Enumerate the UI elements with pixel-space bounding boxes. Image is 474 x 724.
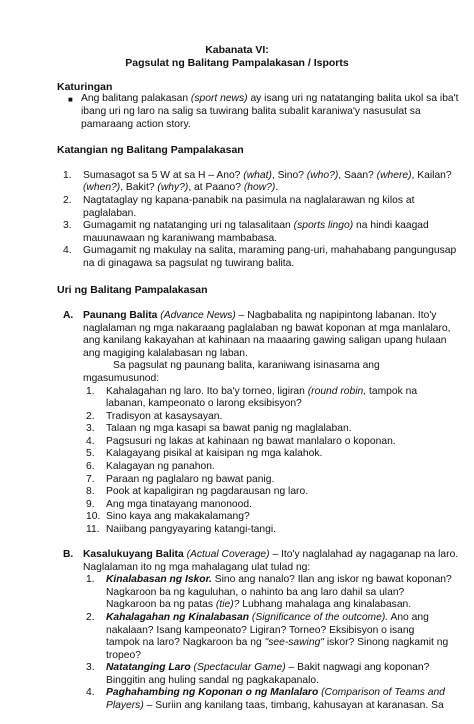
list-item-continuation: Binggitin ang huling sandal ng pagkakapanalo. [106,674,319,686]
list-item: Tradisyon at kasaysayan. [106,410,223,422]
list-number: 4. [86,687,95,699]
list-number: 9. [86,498,95,510]
list-number: 1. [86,574,95,586]
list-item: Sino kaya ang makakalamang? [106,511,250,523]
list-item-continuation: Nagkaroon ba ng patas (tie)? Lubhang mahalaga ang kinalabasan. [106,599,412,611]
list-item-continuation: tropeo? [106,649,141,661]
list-item: Pook at kapaligiran ng pagdarausan ng laro. [106,486,309,498]
section-heading-uri: Uri ng Balitang Pampalakasan [57,283,208,296]
paragraph-line: ang kanilang kakayahan at kahinaan na maaaring gawing saligan upang hulaan [83,335,447,347]
list-number: 7. [86,473,95,485]
subsection-a-title: Paunang Balita (Advance News) – Nagbabalita ng napipintong labanan. Ito'y [83,310,437,321]
list-number: 4. [86,435,95,447]
list-number: 6. [86,461,95,472]
subsection-b-title: Kasalukuyang Balita (Actual Coverage) – Ito'y naglalahad ay nagaganap na laro. [83,549,459,560]
list-item: Nagtataglay ng kapana-panabik na pasimula na naglalarawan ng kilos at [83,195,415,206]
list-item-continuation: na di ginagawa sa pagsulat ng tuwirang balita. [83,257,295,269]
list-item-continuation: paglalaban. [83,207,137,219]
list-item-continuation: tampok na laro? Nagkaroon ba ng "see-sawing" iskor? Sinong nagkamit ng [106,637,449,649]
list-number: 5. [86,448,95,460]
definition-line [81,93,458,104]
list-item: Kalagayan ng panahon. [106,461,215,472]
subsection-letter: B. [63,549,74,560]
list-item: Paraan ng paglalaro ng bawat panig. [106,473,275,485]
list-item-continuation: Nagkaroon ba ng kaguluhan, o nahinto ba ang laro dahil sa ulan? [106,586,405,598]
list-item: Kahalagahan ng Kinalabasan (Significance of the outcome). Ano ang [106,611,429,623]
definition-line: pamaraang action story. [81,118,191,130]
list-item: Talaan ng mga kasapi sa bawat panig ng maglalaban. [106,423,352,435]
paragraph-line: mgasumusunod: [83,372,160,384]
definition-text: ay isang uri ng natatanging balita ukol sa iba't [247,93,459,105]
list-number: 3. [63,220,72,232]
page-subtitle: Pagsulat ng Balitang Pampalakasan / Isports [125,56,349,69]
list-number: 1. [86,385,95,397]
list-item: Gumagamit ng natatanging uri ng talasalitaan (sports lingo) na hindi kaagad [83,220,429,232]
list-item-continuation: labanan, kampeonato o larong eksibisyon? [106,398,302,410]
list-item: Kahalagahan ng laro. Ito ba'y torneo, ligiran (round robin, tampok na [106,385,418,397]
list-item: Natatanging Laro (Spectacular Game) – Bakit nagwagi ang koponan? [106,662,430,674]
definition-text: Ang balitang palakasan [81,93,191,105]
list-item: Kalagayang pisikal at kaisipan ng mga kalahok. [106,448,323,460]
section-heading-katuringan: Katuringan [57,80,113,93]
paragraph-line: Naglalaman ito ng mga mahalagang ulat tulad ng: [83,561,311,573]
definition-term: (sport news) [190,93,248,105]
paragraph-line: Sa pagsulat ng paunang balita, karaniwang isinasama ang [113,360,380,372]
list-number: 11. [86,523,100,535]
list-number: 3. [86,423,95,435]
list-item-continuation: Players) – Suriin ang kanilang taas, timbang, kahusayan at karanasan. Sa [106,700,444,711]
list-number: 4. [63,245,72,257]
list-number: 3. [86,662,95,674]
page-title: Kabanata VI: [205,44,269,56]
list-number: 2. [86,611,95,623]
subsection-letter: A. [63,310,74,321]
bullet-icon: ■ [68,95,73,105]
list-item-continuation: mauunawaan ng karaniwang mambabasa. [83,232,278,244]
list-number: 2. [63,195,72,206]
list-number: 2. [86,410,95,422]
list-number: 8. [86,486,95,498]
section-heading-katangian: Katangian ng Balitang Pampalakasan [57,143,244,156]
list-item: Kinalabasan ng Iskor. Sino ang nanalo? Ilan ang iskor ng bawat koponan? [106,574,452,586]
definition-line: ibang uri ng laro na salig sa tuwirang balita subalit karaniwa'y nasusulat sa [81,106,421,117]
list-item-continuation: nakalaan? Isang kampeonato? Ligiran? Torneo? Eksibisyon o isang [106,624,415,636]
paragraph-line: naglalaman ng mga nakaraang paglalaban ng bawat koponan at mga manlalaro, [83,322,451,334]
list-item: Pagsusuri ng lakas at kahinaan ng bawat manlalaro o koponan. [106,435,396,447]
list-item: Paghahambing ng Koponan o ng Manlalaro (Comparison of Teams and [106,687,445,699]
list-number: 1. [63,169,72,181]
list-number: 10. [86,511,101,523]
paragraph-line: ang magiging kalalabasan ng laban. [83,347,248,359]
list-item: Ang mga tinatayang manonood. [106,498,252,510]
list-item: Sumasagot sa 5 W at sa H – Ano? (what), Sino? (who?), Saan? (where), Kailan? [83,169,452,181]
list-item-continuation: (when?), Bakit? (why?), at Paano? (how?). [83,182,279,194]
list-item: Naiibang pangyayaring katangi-tangi. [106,523,277,535]
list-item: Gumagamit ng makulay na salita, maraming pang-uri, mahahabang pangungusap [83,245,457,257]
